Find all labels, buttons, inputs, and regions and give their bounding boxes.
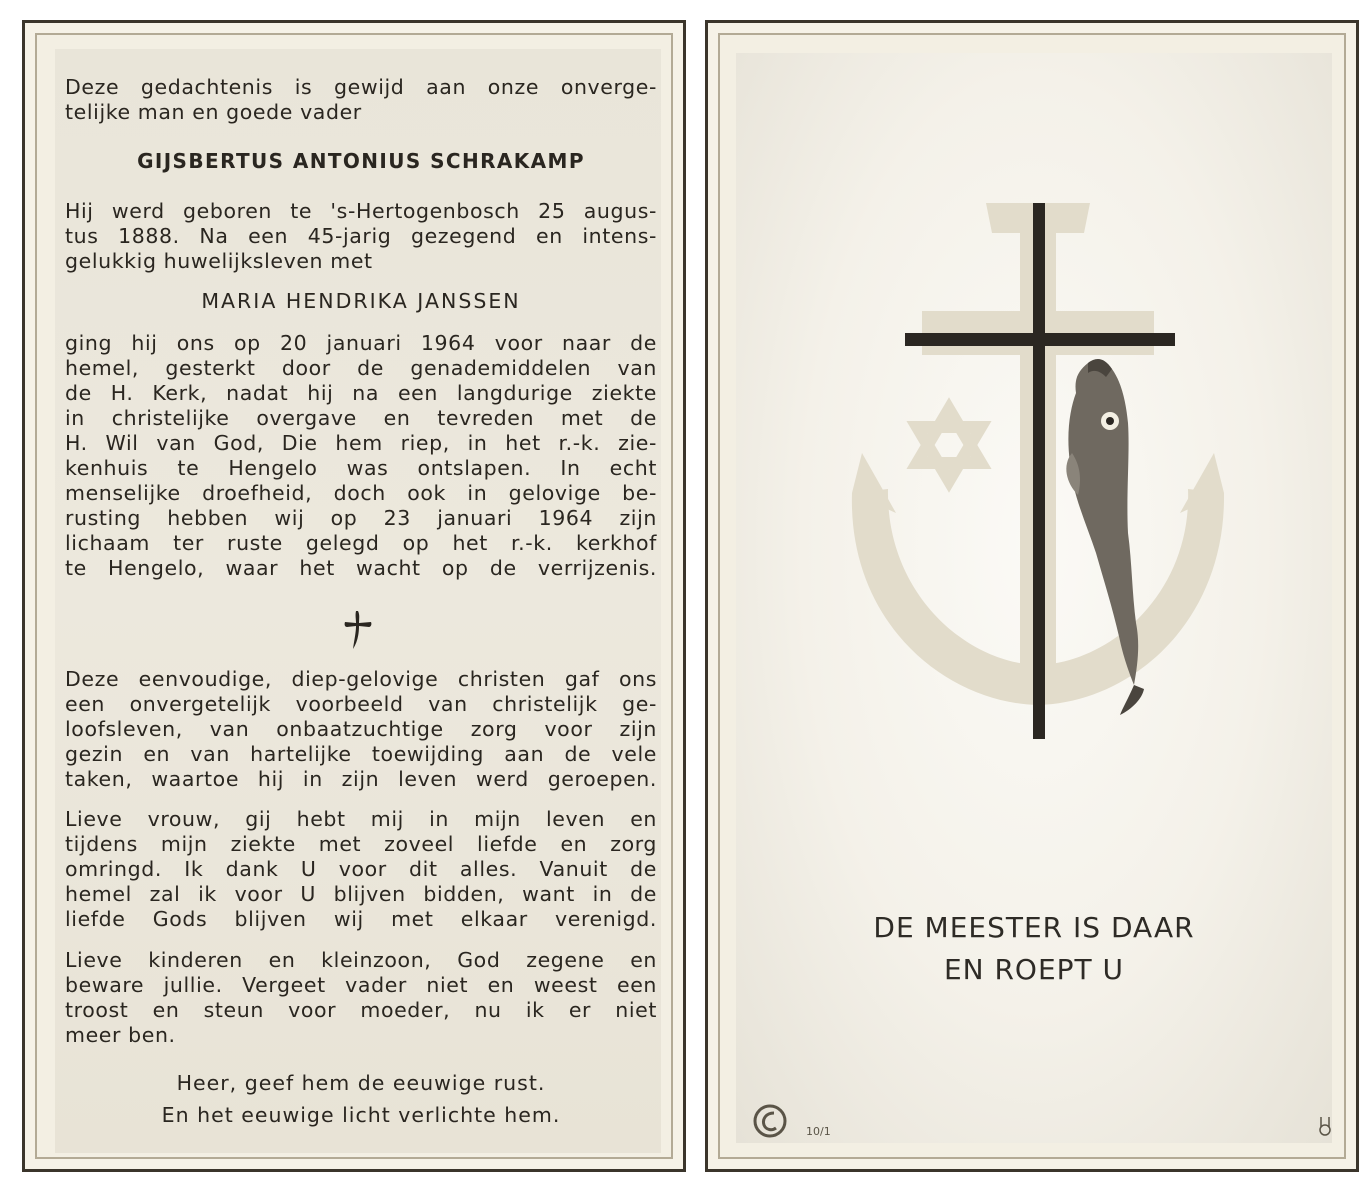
to-wife-paragraph [65, 807, 657, 932]
text-line: te Hengelo, waar het wacht op de verrijzenis. [65, 556, 657, 580]
text-line: beware jullie. Vergeet vader niet en weest een [65, 973, 657, 997]
religious-emblem [736, 53, 1332, 773]
memorial-image-card [705, 20, 1359, 1172]
text-line: tus 1888. Na een 45-jarig gezegend en intens- [65, 224, 657, 248]
spouse-name: MARIA HENDRIKA JANSSEN [201, 289, 521, 313]
text-line: troost en steun voor moeder, nu ik er niet [65, 998, 657, 1022]
text-line: hemel zal ik voor U blijven bidden, want in de [65, 882, 657, 906]
text-line: Deze gedachtenis is gewijd aan onze onverge- [65, 75, 657, 99]
text-line: meer ben. [65, 1023, 176, 1047]
text-line: de H. Kerk, nadat hij na een langdurige ziekte [65, 381, 657, 405]
death-paragraph [65, 331, 657, 581]
memorial-text-card [22, 20, 686, 1172]
image-panel [736, 53, 1332, 1143]
text-line: rusting hebben wij op 23 januari 1964 zijn [65, 506, 657, 530]
text-line: in christelijke overgave en tevreden met de [65, 406, 657, 430]
text-line: Lieve kinderen en kleinzoon, God zegene en [65, 948, 657, 972]
print-code: 10/1 [806, 1125, 831, 1138]
text-line: ging hij ons op 20 januari 1964 voor naar de [65, 331, 657, 355]
text-line: H. Wil van God, Die hem riep, in het r.-k. zie- [65, 431, 657, 455]
motto-line: DE MEESTER IS DAAR [873, 911, 1195, 944]
text-line: hemel, gesterkt door de genademiddelen van [65, 356, 657, 380]
text-line: menselijke droefheid, doch ook in gelovige be- [65, 481, 657, 505]
tribute-paragraph [65, 667, 657, 792]
deceased-name: GIJSBERTUS ANTONIUS SCHRAKAMP [137, 149, 585, 173]
small-cross-icon [341, 609, 375, 651]
text-line: gezin en van hartelijke toewijding aan de vele [65, 742, 657, 766]
star-of-david-icon [917, 409, 981, 481]
motto-line: EN ROEPT U [943, 953, 1125, 986]
to-children-paragraph [65, 948, 657, 1048]
prayer-line: Heer, geef hem de eeuwige rust. [176, 1071, 546, 1095]
text-line: Hij werd geboren te 's-Hertogenbosch 25 augus- [65, 199, 657, 223]
text-line: Lieve vrouw, gij hebt mij in mijn leven en [65, 807, 657, 831]
publisher-logo-icon [752, 1103, 788, 1139]
intro-paragraph [65, 75, 657, 125]
text-line: tijdens mijn ziekte met zoveel liefde en zorg [65, 832, 657, 856]
text-line: Deze eenvoudige, diep-gelovige christen gaf ons [65, 667, 657, 691]
text-line: taken, waartoe hij in zijn leven werd geroepen. [65, 767, 657, 791]
text-line: telijke man en goede vader [65, 100, 362, 124]
text-line: loofsleven, van onbaatzuchtige zorg voor zijn [65, 717, 657, 741]
prayer-line: En het eeuwige licht verlichte hem. [161, 1103, 561, 1127]
printer-mark-icon [1318, 1115, 1332, 1137]
text-line: omringd. Ik dank U voor dit alles. Vanuit de [65, 857, 657, 881]
text-line: een onvergetelijk voorbeeld van christelijk ge- [65, 692, 657, 716]
text-line: liefde Gods blijven wij met elkaar verenigd. [65, 907, 657, 931]
text-line: lichaam ter ruste gelegd op het r.-k. kerkhof [65, 531, 657, 555]
text-line: kenhuis te Hengelo was ontslapen. In echt [65, 456, 657, 480]
birth-paragraph [65, 199, 657, 274]
text-line: gelukkig huwelijksleven met [65, 249, 373, 273]
